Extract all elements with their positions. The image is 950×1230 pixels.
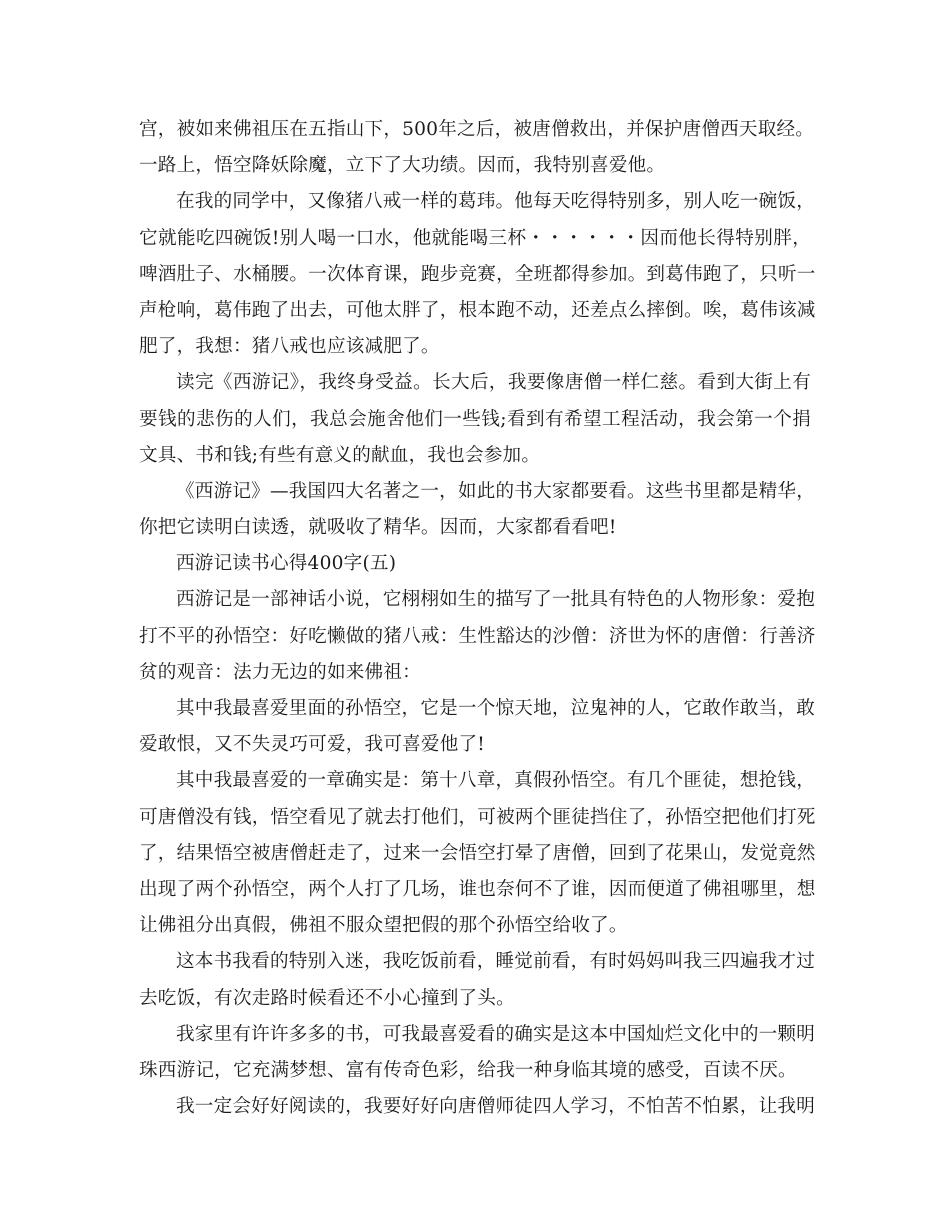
text-line: 一路上，悟空降妖除魔，立下了大功绩。因而，我特别喜爱他。	[139, 155, 666, 177]
paragraph	[139, 1089, 815, 1125]
paragraph	[139, 1017, 815, 1089]
text-line: 西游记是一部神话小说，它栩栩如生的描写了一批具有特色的人物形象：爱抱	[176, 589, 815, 611]
text-line: 珠西游记，它充满梦想、富有传奇色彩，给我一种身临其境的感受，百读不厌。	[139, 1059, 797, 1081]
text-line: 去吃饭，有次走路时候看还不小心撞到了头。	[139, 987, 515, 1009]
text-line: 肥了，我想：猪八戒也应该减肥了。	[139, 336, 440, 358]
text-line: 我家里有许许多多的书，可我最喜爱看的确实是这本中国灿烂文化中的一颗明	[176, 1023, 815, 1045]
text-line: 在我的同学中，又像猪八戒一样的葛玮。他每天吃得特别多，别人吃一碗饭，	[176, 191, 815, 213]
paragraph	[139, 112, 815, 184]
paragraph	[139, 691, 815, 763]
text-line: 这本书我看的特别入迷，我吃饭前看，睡觉前看，有时妈妈叫我三四遍我才过	[176, 951, 815, 973]
text-line: 其中我最喜爱的一章确实是：第十八章，真假孙悟空。有几个匪徒，想抢钱，	[176, 770, 815, 792]
text-line: 了，结果悟空被唐僧赶走了，过来一会悟空打晕了唐僧，回到了花果山，发觉竟然	[139, 842, 816, 864]
text-line: 贫的观音：法力无边的如来佛祖：	[139, 661, 421, 683]
text-line: 出现了两个孙悟空，两个人打了几场，谁也奈何不了谁，因而便道了佛祖哪里，想	[139, 878, 816, 900]
document-body	[139, 112, 816, 1125]
text-line: 读完《西游记》，我终身受益。长大后，我要像唐僧一样仁慈。看到大街上有	[176, 372, 811, 394]
text-line: 我一定会好好阅读的，我要好好向唐僧师徒四人学习，不怕苦不怕累，让我明	[176, 1096, 815, 1118]
paragraph	[139, 763, 816, 944]
paragraph	[139, 944, 815, 1016]
text-line: 啤酒肚子、水桶腰。一次体育课，跑步竞赛，全班都得参加。到葛伟跑了，只听一	[139, 263, 816, 285]
text-line: 宫，被如来佛祖压在五指山下，500年之后，被唐僧救出，并保护唐僧西天取经。	[139, 119, 815, 140]
text-line: 你把它读明白读透，就吸收了精华。因而，大家都看看吧!	[139, 517, 617, 539]
section-heading	[139, 546, 811, 582]
text-line: 声枪响，葛伟跑了出去，可他太胖了，根本跑不动，还差点么摔倒。唉，葛伟该减	[139, 299, 816, 321]
paragraph	[139, 365, 811, 474]
text-line: 文具、书和钱;有些有意义的献血，我也会参加。	[139, 444, 541, 466]
paragraph	[139, 582, 816, 691]
paragraph	[139, 184, 816, 365]
text-line: 其中我最喜爱里面的孙悟空，它是一个惊天地，泣鬼神的人，它敢作敢当，敢	[176, 698, 815, 719]
heading-text: 西游记读书心得400字(五)	[176, 553, 397, 575]
text-line: 要钱的悲伤的人们，我总会施舍他们一些钱;看到有希望工程活动，我会第一个捐	[139, 408, 811, 430]
paragraph	[139, 474, 815, 546]
text-line: 可唐僧没有钱，悟空看见了就去打他们，可被两个匪徒挡住了，孙悟空把他们打死	[139, 806, 816, 828]
text-line: 打不平的孙悟空：好吃懒做的猪八戒：生性豁达的沙僧：济世为怀的唐僧：行善济	[139, 625, 816, 647]
text-line: 让佛祖分出真假，佛祖不服众望把假的那个孙悟空给收了。	[139, 915, 628, 937]
text-line: 它就能吃四碗饭!别人喝一口水，他就能喝三杯・・・・・・因而他长得特别胖，	[139, 227, 811, 249]
text-line: 爱敢恨，又不失灵巧可爱，我可喜爱他了!	[139, 734, 485, 756]
text-line: 《西游记》—我国四大名著之一，如此的书大家都要看。这些书里都是精华，	[176, 480, 815, 502]
